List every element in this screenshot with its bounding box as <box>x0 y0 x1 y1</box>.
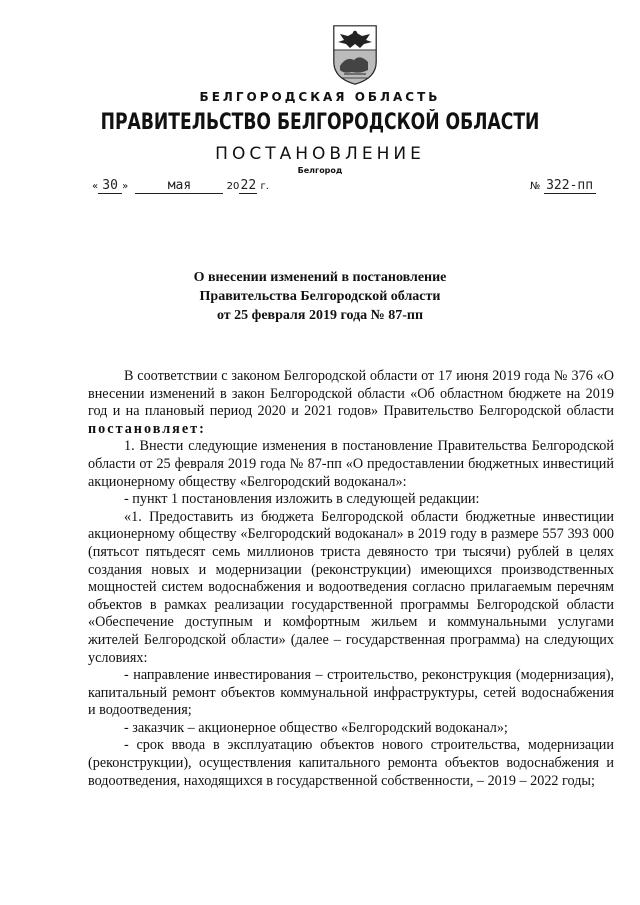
government-name: ПРАВИТЕЛЬСТВО БЕЛГОРОДСКОЙ ОБЛАСТИ <box>100 110 540 135</box>
title-line: О внесении изменений в постановление <box>193 270 447 285</box>
region-name: БЕЛГОРОДСКАЯ ОБЛАСТЬ <box>199 90 441 104</box>
date-year-suffix: 22 <box>240 178 257 193</box>
paragraph: «1. Предоставить из бюджета Белгородской области бюджетные инвестиции акционерному обществу «Белгородский водоканал» в 2019 году в размере 557 393 000 (пятьсот пятьдесят семь миллионов триста девяносто три тысячи) рублей в целях создания новых и модернизации (реконструкции) имеющихся производственных мощностей систем водоснабжения и водоотведения согласно прилагаемым перечням объектов в рамках реализации государственной программы Белгородской области «Обеспечение доступным и комфортным жильем и коммунальными услугами жителей Белгородской области» (далее – государственная программа) на следующих условиях: <box>88 508 614 666</box>
document-type: ПОСТАНОВЛЕНИЕ <box>215 144 425 164</box>
resolves-word: постановляет: <box>88 420 206 437</box>
date-field <box>92 178 269 194</box>
date-year-unit: г. <box>260 181 269 192</box>
date-month: мая <box>135 178 223 194</box>
decree-number-field <box>530 178 596 194</box>
coat-of-arms-emblem <box>330 22 380 86</box>
date-open-quote: « <box>92 181 99 192</box>
paragraph: - заказчик – акционерное общество «Белгородский водоканал»; <box>124 719 508 736</box>
date-close-quote: » <box>122 181 129 192</box>
paragraph: - направление инвестирования – строительство, реконструкция (модернизация), капитальный ремонт объектов коммунальной инфраструктуры, сетей водоснабжения и водоотведения; <box>88 667 614 719</box>
paragraph: - пункт 1 постановления изложить в следующей редакции: <box>124 491 480 508</box>
city-name: Белгород <box>297 166 343 175</box>
date-year-prefix: 20 <box>226 181 240 192</box>
paragraph: 1. Внести следующие изменения в постановление Правительства Белгородской области от 25 февраля 2019 года № 87-пп «О предоставлении бюджетных инвестиций акционерному обществу «Белгородский водоканал»: <box>88 438 614 490</box>
paragraph: - срок ввода в эксплуатацию объектов нового строительства, модернизации (реконструкции), осуществления капитального ремонта объектов водоснабжения и водоотведения, находящихся в государственной собственности, – 2019 – 2022 годы; <box>88 737 614 789</box>
preamble-paragraph <box>88 368 614 438</box>
title-line: Правительства Белгородской области <box>199 289 441 304</box>
document-title <box>0 268 640 325</box>
number-label: № <box>530 181 541 192</box>
document-body <box>88 368 614 790</box>
title-line: от 25 февраля 2019 года № 87-пп <box>216 308 424 323</box>
preamble-text: В соответствии с законом Белгородской области от 17 июня 2019 года № 376 «О внесении изменений в закон Белгородской области «Об областном бюджете на 2019 год и на плановый период 2020 и 2021 годов» Правительство Белгородской области <box>88 368 614 420</box>
decree-number: 322-пп <box>544 178 596 194</box>
date-day: 30 <box>98 178 122 194</box>
